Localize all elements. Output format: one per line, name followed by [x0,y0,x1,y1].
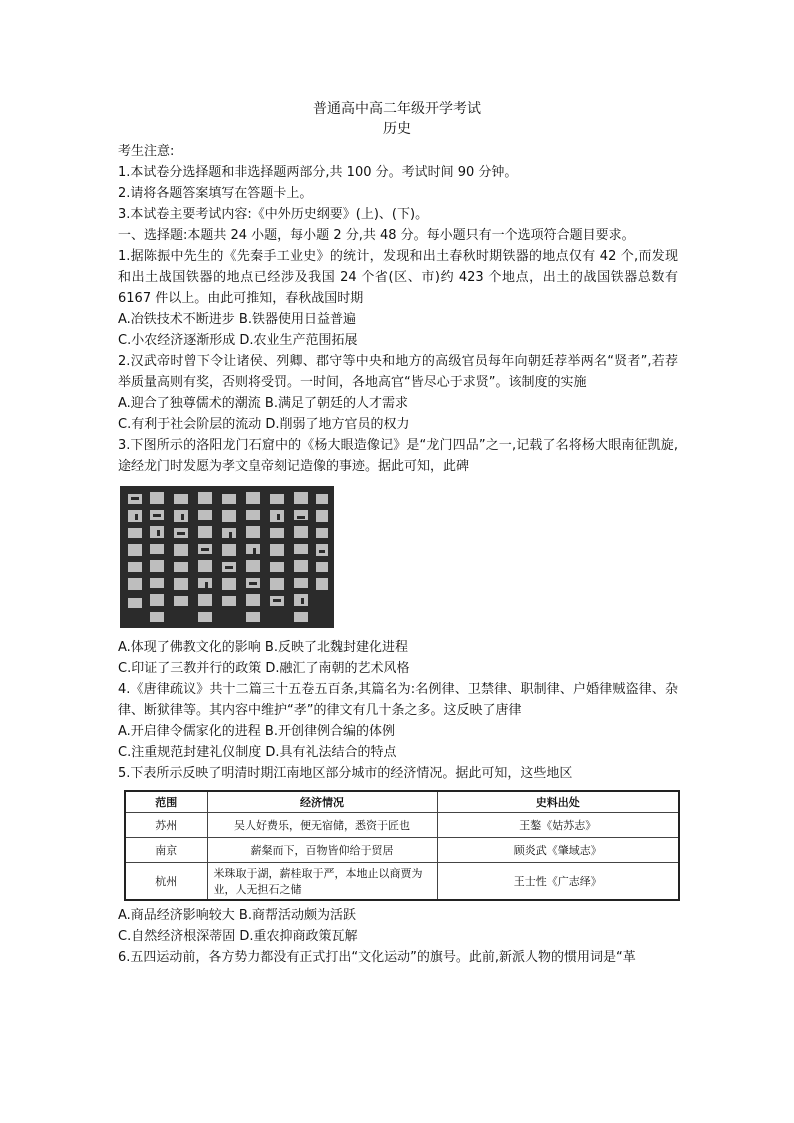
question-5-options-ab: A.商品经济影响较大 B.商帮活动颇为活跃 [118,908,356,923]
table-header-economy: 经济情况 [207,791,437,813]
table-header-scope: 范围 [125,791,207,813]
question-2-options-ab: A.迎合了独尊儒术的潮流 B.满足了朝廷的人才需求 [118,396,408,411]
question-1-options-cd: C.小农经济逐渐形成 D.农业生产范围拓展 [118,333,358,348]
table-cell-city: 苏州 [125,813,207,838]
table-cell-city: 杭州 [125,863,207,901]
table-cell-economy: 吴人好费乐，便无宿储，悉资于匠也 [207,813,437,838]
question-5-options-cd: C.自然经济根深蒂固 D.重农抑商政策瓦解 [118,929,358,944]
question-3-options-cd: C.印证了三教并行的政策 D.融汇了南朝的艺术风格 [118,661,410,676]
question-2-options-cd: C.有利于社会阶层的流动 D.削弱了地方官员的权力 [118,417,410,432]
question-1-stem: 1.据陈振中先生的《先秦手工业史》的统计，发现和出土春秋时期铁器的地点仅有 42 个,而发现和出土战国铁器的地点已经涉及我国 24 个省(区、市)约 423 个地点，出土的战国铁器总数有 6167 件以上。由此可推知，春秋战国时期 [118,249,678,306]
stele-rubbing-graphic [120,486,334,628]
notice-heading: 考生注意: [118,144,175,159]
table-cell-economy: 米珠取于湖，薪桂取于严，本地止以商贾为业，人无担石之储 [207,863,437,901]
question-2-stem: 2.汉武帝时曾下令让诸侯、列卿、郡守等中央和地方的高级官员每年向朝廷荐举两名“贤者”,若荐举质量高则有奖，否则将受罚。一时间，各地高官“皆尽心于求贤”。该制度的实施 [118,354,678,390]
table-header-row [125,791,679,813]
stele-inscription-image [120,486,334,628]
notice-item-3: 3.本试卷主要考试内容:《中外历史纲要》(上)、(下)。 [118,207,429,222]
exam-title: 普通高中高二年级开学考试 [313,101,481,117]
source-table [124,790,680,901]
question-4-options-ab: A.开启律令儒家化的进程 B.开创律例合编的体例 [118,724,395,739]
notice-item-2: 2.请将各题答案填写在答题卡上。 [118,186,313,201]
table-cell-economy: 薪粲而下，百物皆仰给于贸居 [207,838,437,863]
question-5-stem: 5.下表所示反映了明清时期江南地区部分城市的经济情况。据此可知，这些地区 [118,766,573,781]
question-6-stem: 6.五四运动前，各方势力都没有正式打出“文化运动”的旗号。此前,新派人物的惯用词是“革 [118,950,636,965]
question-4-options-cd: C.注重规范封建礼仪制度 D.具有礼法结合的特点 [118,745,397,760]
table-row [125,838,679,863]
section-heading: 一、选择题:本题共 24 小题，每小题 2 分,共 48 分。每小题只有一个选项符合题目要求。 [118,228,635,243]
question-3-stem: 3.下图所示的洛阳龙门石窟中的《杨大眼造像记》是“龙门四品”之一,记载了名将杨大眼南征凯旋,途经龙门时发愿为孝文皇帝刻记造像的事迹。据此可知，此碑 [118,438,678,474]
table-cell-city: 南京 [125,838,207,863]
exam-subject: 历史 [383,121,411,137]
question-4-stem: 4.《唐律疏议》共十二篇三十五卷五百条,其篇名为:名例律、卫禁律、职制律、户婚律贼盗律、杂律、断狱律等。其内容中维护“孝”的律文有几十条之多。这反映了唐律 [118,682,678,718]
question-1-options-ab: A.冶铁技术不断进步 B.铁器使用日益普遍 [118,312,356,327]
table-row [125,863,679,901]
notice-item-1: 1.本试卷分选择题和非选择题两部分,共 100 分。考试时间 90 分钟。 [118,165,518,180]
question-3-options-ab: A.体现了佛教文化的影响 B.反映了北魏封建化进程 [118,640,408,655]
table-cell-source: 王鏊《姑苏志》 [437,813,679,838]
exam-content [118,141,678,968]
table-row [125,813,679,838]
table-header-source: 史料出处 [437,791,679,813]
table-cell-source: 顾炎武《肇域志》 [437,838,679,863]
table-cell-source: 王士性《广志绎》 [437,863,679,901]
